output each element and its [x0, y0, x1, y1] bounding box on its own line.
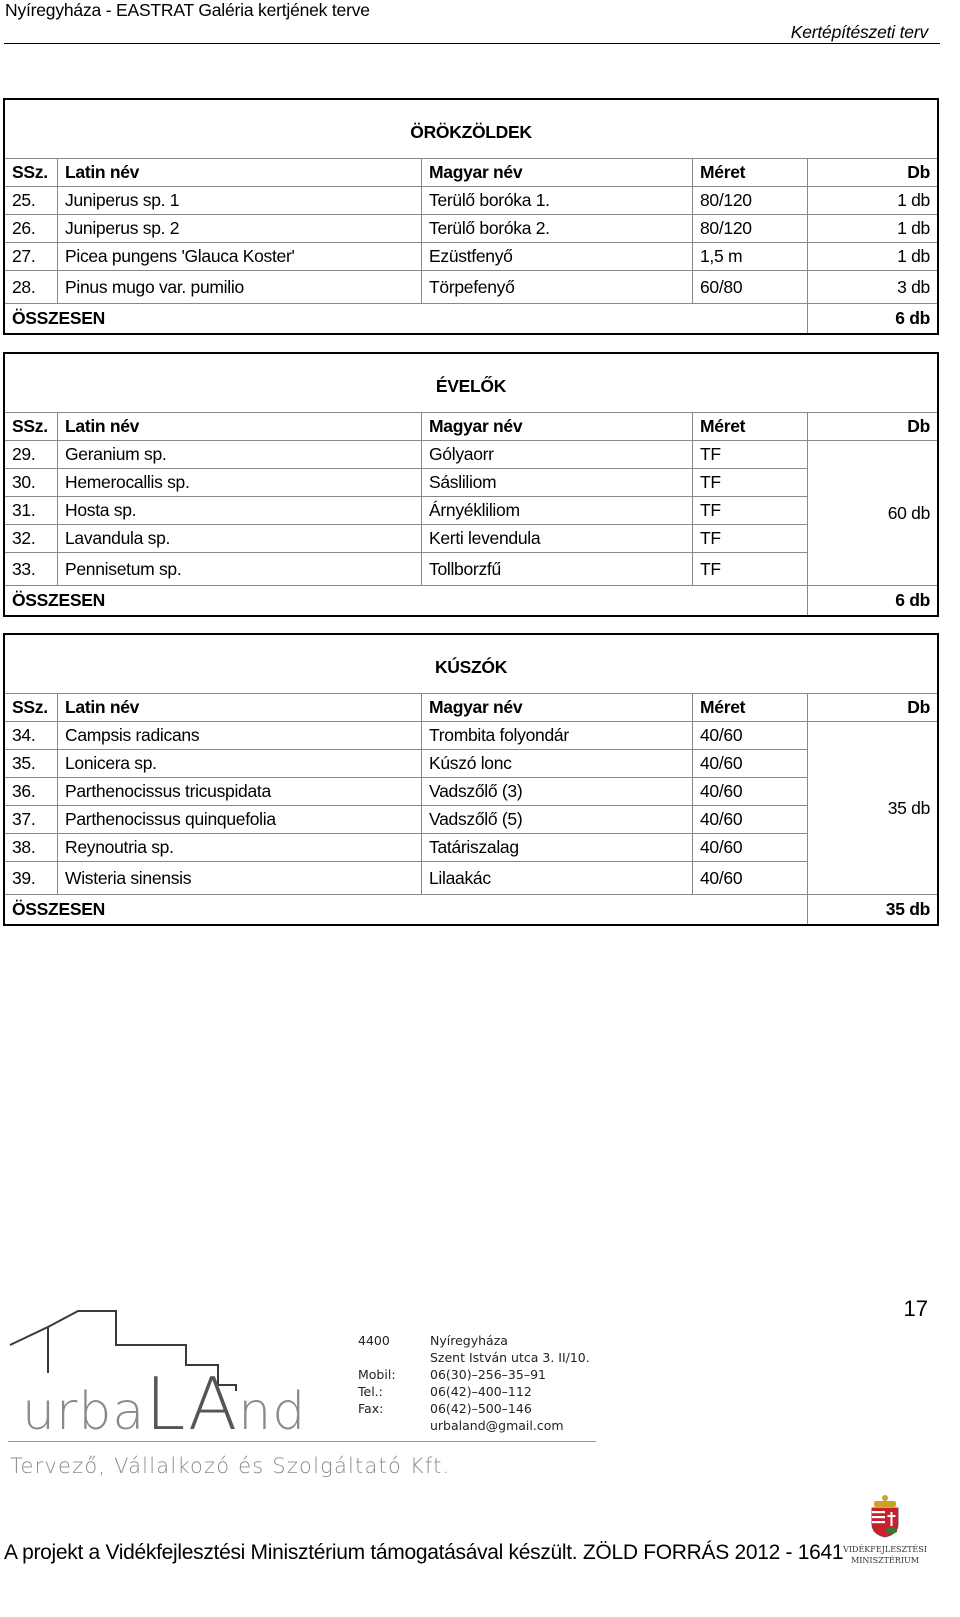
column-header-magyar: Magyar név — [422, 694, 693, 722]
cell-ssz: 33. — [4, 553, 58, 586]
cell-meret: 40/60 — [693, 862, 808, 895]
cell-meret: 80/120 — [693, 215, 808, 243]
cell-ssz: 31. — [4, 497, 58, 525]
cell-magyar: Vadszőlő (5) — [422, 806, 693, 834]
table-header-row — [4, 413, 938, 441]
contact-mobile-label: Mobil: — [358, 1367, 396, 1382]
cell-magyar: Terülő boróka 1. — [422, 187, 693, 215]
column-header-db: Db — [808, 694, 939, 722]
column-header-meret: Méret — [693, 413, 808, 441]
cell-ssz: 39. — [4, 862, 58, 895]
column-header-meret: Méret — [693, 159, 808, 187]
table-row — [4, 806, 938, 834]
cell-ssz: 38. — [4, 834, 58, 862]
cell-magyar: Árnyékliliom — [422, 497, 693, 525]
cell-meret: 40/60 — [693, 722, 808, 750]
cell-magyar: Terülő boróka 2. — [422, 215, 693, 243]
cell-latin: Lonicera sp. — [58, 750, 422, 778]
contact-mobile: 06(30)–256–35–91 — [430, 1367, 546, 1382]
cell-ssz: 30. — [4, 469, 58, 497]
contact-fax-label: Fax: — [358, 1401, 384, 1416]
column-header-latin: Latin név — [58, 413, 422, 441]
contact-city: Nyíregyháza — [430, 1333, 508, 1348]
cell-db: 3 db — [808, 271, 939, 304]
cell-ssz: 34. — [4, 722, 58, 750]
cell-latin: Hemerocallis sp. — [58, 469, 422, 497]
cell-meret: 40/60 — [693, 750, 808, 778]
cell-latin: Hosta sp. — [58, 497, 422, 525]
table-row — [4, 553, 938, 586]
total-row — [4, 895, 938, 926]
cell-meret: TF — [693, 497, 808, 525]
footer-funding-note: A projekt a Vidékfejlesztési Minisztérium támogatásával készült. ZÖLD FORRÁS 2012 - 1641 — [4, 1541, 844, 1564]
cell-ssz: 35. — [4, 750, 58, 778]
cell-ssz: 37. — [4, 806, 58, 834]
cell-meret: 40/60 — [693, 778, 808, 806]
table-header-row — [4, 694, 938, 722]
cell-magyar: Tatáriszalag — [422, 834, 693, 862]
table-title: ÉVELŐK — [4, 353, 938, 413]
contact-street: Szent István utca 3. II/10. — [430, 1350, 590, 1365]
table-row — [4, 215, 938, 243]
total-label: ÖSSZESEN — [4, 586, 808, 617]
cell-latin: Parthenocissus tricuspidata — [58, 778, 422, 806]
total-value: 6 db — [808, 586, 939, 617]
cell-latin: Pennisetum sp. — [58, 553, 422, 586]
column-header-db: Db — [808, 413, 939, 441]
table-title: KÚSZÓK — [4, 634, 938, 694]
evergreen-table — [3, 98, 939, 335]
cell-ssz: 27. — [4, 243, 58, 271]
column-header-magyar: Magyar név — [422, 413, 693, 441]
page-number: 17 — [903, 1296, 928, 1321]
cell-meret: TF — [693, 469, 808, 497]
cell-magyar: Kerti levendula — [422, 525, 693, 553]
column-header-meret: Méret — [693, 694, 808, 722]
cell-latin: Campsis radicans — [58, 722, 422, 750]
table-row — [4, 750, 938, 778]
cell-latin: Pinus mugo var. pumilio — [58, 271, 422, 304]
cell-latin: Juniperus sp. 1 — [58, 187, 422, 215]
cell-ssz: 25. — [4, 187, 58, 215]
cell-magyar: Kúszó lonc — [422, 750, 693, 778]
document-header-title: Nyíregyháza - EASTRAT Galéria kertjének terve — [5, 0, 370, 20]
company-tagline: Tervező, Vállalkozó és Szolgáltató Kft. — [10, 1454, 451, 1478]
contact-block — [358, 1332, 590, 1434]
cell-latin: Geranium sp. — [58, 441, 422, 469]
table-row — [4, 525, 938, 553]
climbers-table — [3, 633, 939, 926]
table-row — [4, 271, 938, 304]
table-row — [4, 862, 938, 895]
cell-meret: TF — [693, 441, 808, 469]
cell-ssz: 28. — [4, 271, 58, 304]
column-header-ssz: SSz. — [4, 413, 58, 441]
column-header-ssz: SSz. — [4, 694, 58, 722]
contact-email: urbaland@gmail.com — [430, 1418, 564, 1433]
total-row — [4, 586, 938, 617]
cell-ssz: 29. — [4, 441, 58, 469]
cell-magyar: Gólyaorr — [422, 441, 693, 469]
table-title: ÖRÖKZÖLDEK — [4, 99, 938, 159]
column-header-latin: Latin név — [58, 159, 422, 187]
cell-magyar: Lilaakác — [422, 862, 693, 895]
table-header-row — [4, 159, 938, 187]
cell-meret: 40/60 — [693, 806, 808, 834]
cell-magyar: Törpefenyő — [422, 271, 693, 304]
contact-zip: 4400 — [358, 1333, 390, 1348]
document-header-section: Kertépítészeti terv — [790, 22, 928, 42]
cell-ssz: 26. — [4, 215, 58, 243]
table-row — [4, 834, 938, 862]
logo-house-outline-left — [10, 1327, 48, 1373]
cell-latin: Juniperus sp. 2 — [58, 215, 422, 243]
header-divider — [4, 43, 940, 44]
cell-latin: Reynoutria sp. — [58, 834, 422, 862]
cell-magyar: Trombita folyondár — [422, 722, 693, 750]
ministry-name-line2: MINISZTÉRIUM — [851, 1556, 919, 1565]
total-value: 6 db — [808, 304, 939, 335]
hungarian-crest-icon — [868, 1494, 902, 1538]
cell-latin: Lavandula sp. — [58, 525, 422, 553]
cell-meret: 40/60 — [693, 834, 808, 862]
table-row — [4, 469, 938, 497]
cell-meret: TF — [693, 525, 808, 553]
contact-tel: 06(42)–400–112 — [430, 1384, 532, 1399]
cell-latin: Parthenocissus quinquefolia — [58, 806, 422, 834]
cell-latin: Wisteria sinensis — [58, 862, 422, 895]
cell-meret: 60/80 — [693, 271, 808, 304]
perennials-table — [3, 352, 939, 617]
table-row — [4, 441, 938, 469]
column-header-latin: Latin név — [58, 694, 422, 722]
cell-meret: TF — [693, 553, 808, 586]
column-header-ssz: SSz. — [4, 159, 58, 187]
cell-magyar: Ezüstfenyő — [422, 243, 693, 271]
cell-magyar: Vadszőlő (3) — [422, 778, 693, 806]
cell-ssz: 32. — [4, 525, 58, 553]
column-header-magyar: Magyar név — [422, 159, 693, 187]
cell-magyar: Sásliliom — [422, 469, 693, 497]
logo-divider — [8, 1441, 596, 1442]
table-row — [4, 243, 938, 271]
ministry-name-line1: VIDÉKFEJLESZTÉSI — [843, 1545, 927, 1554]
table-row — [4, 778, 938, 806]
table-row — [4, 187, 938, 215]
column-header-db: Db — [808, 159, 939, 187]
cell-db: 1 db — [808, 187, 939, 215]
ministry-logo — [835, 1494, 935, 1565]
cell-db: 1 db — [808, 215, 939, 243]
group-db-cell: 60 db — [887, 502, 930, 523]
total-row — [4, 304, 938, 335]
logo-wordmark: urbaLAnd — [22, 1362, 307, 1437]
contact-fax: 06(42)–500–146 — [430, 1401, 532, 1416]
total-label: ÖSSZESEN — [4, 895, 808, 926]
contact-tel-label: Tel.: — [358, 1384, 383, 1399]
total-label: ÖSSZESEN — [4, 304, 808, 335]
cell-meret: 80/120 — [693, 187, 808, 215]
total-value: 35 db — [808, 895, 939, 926]
table-row — [4, 497, 938, 525]
urbaland-logo — [8, 1305, 308, 1437]
table-row — [4, 722, 938, 750]
group-db-cell: 35 db — [887, 797, 930, 818]
cell-latin: Picea pungens 'Glauca Koster' — [58, 243, 422, 271]
cell-meret: 1,5 m — [693, 243, 808, 271]
cell-magyar: Tollborzfű — [422, 553, 693, 586]
cell-db: 1 db — [808, 243, 939, 271]
cell-ssz: 36. — [4, 778, 58, 806]
